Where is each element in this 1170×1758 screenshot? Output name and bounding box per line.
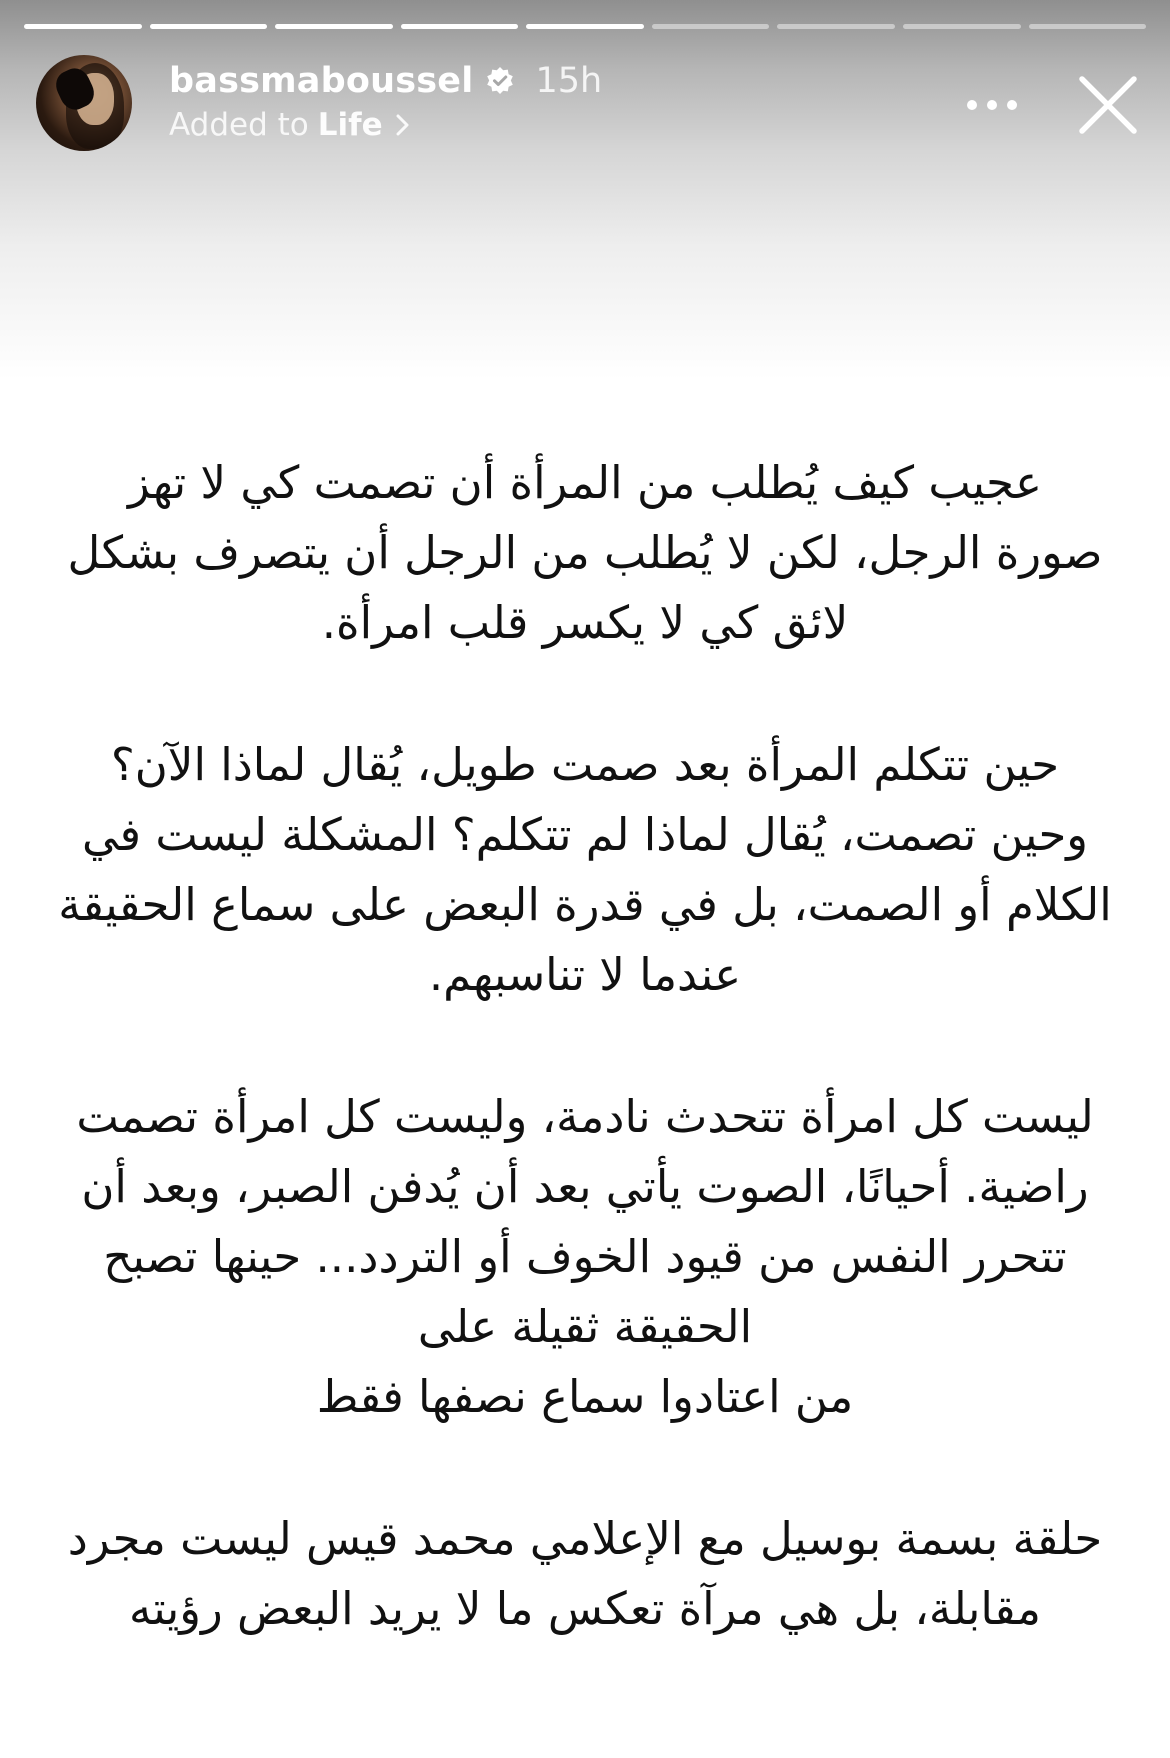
- story-paragraph: [40, 730, 1130, 1010]
- avatar[interactable]: [36, 55, 132, 151]
- progress-segment: [526, 24, 644, 29]
- progress-segment: [401, 24, 519, 29]
- progress-segment: [24, 24, 142, 29]
- progress-segment: [652, 24, 770, 29]
- story-text-line: حلقة بسمة بوسيل مع الإعلامي محمد قيس ليست مجرد: [67, 1512, 1103, 1565]
- username[interactable]: bassmaboussel: [169, 61, 474, 101]
- story-text-line: راضية. أحيانًا، الصوت يأتي بعد أن يُدفن الصبر، وبعد أن: [81, 1160, 1089, 1213]
- progress-segment-fill: [24, 24, 142, 29]
- story-text-line: ليست كل امرأة تتحدث نادمة، وليست كل امرأة تصمت: [76, 1090, 1094, 1143]
- story-paragraph: [40, 1082, 1130, 1432]
- progress-segment: [777, 24, 895, 29]
- progress-segment: [1029, 24, 1147, 29]
- progress-segment: [275, 24, 393, 29]
- story-header: [36, 55, 1146, 155]
- story-text-line: وحين تصمت، يُقال لماذا لم تتكلم؟ المشكلة ليست في: [82, 808, 1088, 861]
- story-text: [40, 448, 1130, 1716]
- verified-badge-icon: [485, 66, 515, 96]
- story-text-line: الحقيقة ثقيلة على: [417, 1300, 753, 1353]
- story-paragraph: [40, 448, 1130, 658]
- progress-segment-fill: [526, 24, 644, 29]
- story-text-line: من اعتادوا سماع نصفها فقط: [316, 1370, 854, 1423]
- post-time: 15h: [535, 61, 603, 101]
- story-text-line: تتحرر النفس من قيود الخوف أو التردد... حينها تصبح: [103, 1230, 1067, 1283]
- story-text-line: لائق كي لا يكسر قلب امرأة.: [321, 596, 849, 649]
- added-to-label: Added to: [169, 107, 309, 143]
- progress-segment-fill: [401, 24, 519, 29]
- highlight-link[interactable]: [169, 105, 411, 145]
- story-text-line: الكلام أو الصمت، بل في قدرة البعض على سماع الحقيقة: [58, 878, 1112, 931]
- collection-name[interactable]: Life: [317, 107, 383, 143]
- username-row: [169, 59, 602, 103]
- story-paragraph: [40, 1504, 1130, 1644]
- story-text-line: عندما لا تناسبهم.: [428, 948, 742, 1001]
- more-options-icon[interactable]: [964, 90, 1020, 120]
- progress-segment: [150, 24, 268, 29]
- story-text-line: عجيب كيف يُطلب من المرأة أن تصمت كي لا تهز: [128, 456, 1042, 509]
- story-text-line: مقابلة، بل هي مرآة تعكس ما لا يريد البعض رؤيته: [129, 1582, 1041, 1635]
- story-text-line: صورة الرجل، لكن لا يُطلب من الرجل أن يتصرف بشكل: [67, 526, 1103, 579]
- progress-segment-fill: [150, 24, 268, 29]
- story-text-line: حين تتكلم المرأة بعد صمت طويل، يُقال لماذا الآن؟: [110, 738, 1060, 791]
- story-progress-bars: [24, 24, 1146, 30]
- progress-segment: [903, 24, 1021, 29]
- progress-segment-fill: [275, 24, 393, 29]
- chevron-right-icon: [395, 113, 411, 137]
- close-icon[interactable]: [1076, 73, 1140, 137]
